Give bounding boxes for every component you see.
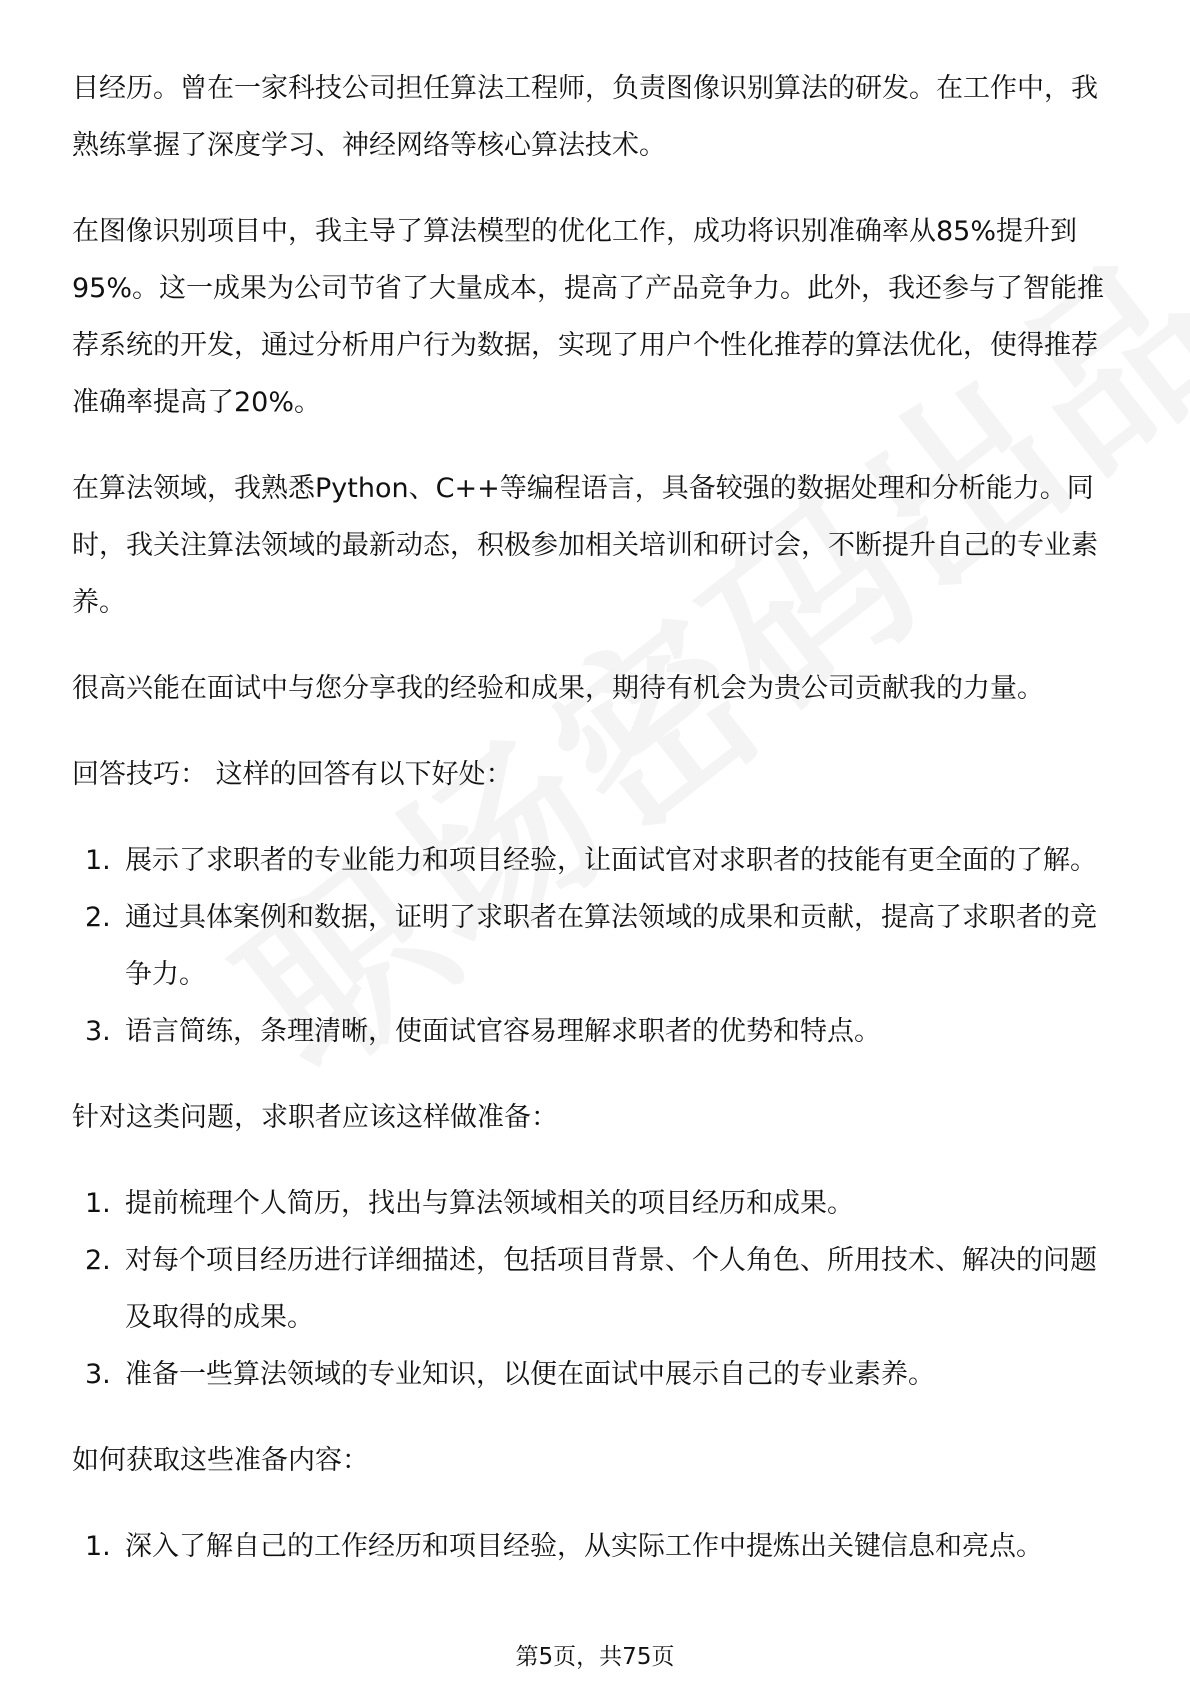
- prep-list: [72, 1175, 1118, 1403]
- list-number: 1.: [85, 1188, 111, 1219]
- list-item-text: 提前梳理个人简历，找出与算法领域相关的项目经历和成果。: [125, 1188, 854, 1219]
- list-number: 3.: [85, 1016, 111, 1047]
- list-number: 2.: [85, 1245, 111, 1276]
- list-item: [72, 1232, 1118, 1346]
- list-number: 1.: [85, 845, 111, 876]
- tips-list: [72, 832, 1118, 1060]
- list-item-text: 准备一些算法领域的专业知识，以便在面试中展示自己的专业素养。: [125, 1359, 935, 1390]
- prep-heading: 针对这类问题，求职者应该这样做准备：: [72, 1102, 558, 1133]
- tips-heading: 回答技巧： 这样的回答有以下好处：: [72, 759, 513, 790]
- list-number: 3.: [85, 1359, 111, 1390]
- list-item-text: 对每个项目经历进行详细描述，包括项目背景、个人角色、所用技术、解决的问题及取得的成果。: [125, 1245, 1097, 1333]
- list-item-text: 深入了解自己的工作经历和项目经验，从实际工作中提炼出关键信息和亮点。: [125, 1531, 1043, 1562]
- list-item-text: 展示了求职者的专业能力和项目经验，让面试官对求职者的技能有更全面的了解。: [125, 845, 1097, 876]
- obtain-list: [72, 1518, 1118, 1575]
- paragraph: 在图像识别项目中，我主导了算法模型的优化工作，成功将识别准确率从85%提升到95%。这一成果为公司节省了大量成本，提高了产品竞争力。此外，我还参与了智能推荐系统的开发，通过分析用户行为数据，实现了用户个性化推荐的算法优化，使得推荐准确率提高了20%。: [72, 216, 1105, 418]
- page-footer: 第5页，共75页: [515, 1644, 675, 1670]
- list-item: [72, 1518, 1118, 1575]
- list-item-text: 通过具体案例和数据，证明了求职者在算法领域的成果和贡献，提高了求职者的竞争力。: [125, 902, 1097, 990]
- paragraph: 很高兴能在面试中与您分享我的经验和成果，期待有机会为贵公司贡献我的力量。: [72, 673, 1044, 704]
- list-item: [72, 1346, 1118, 1403]
- list-item-text: 语言简练，条理清晰，使面试官容易理解求职者的优势和特点。: [125, 1016, 881, 1047]
- paragraph: 目经历。曾在一家科技公司担任算法工程师，负责图像识别算法的研发。在工作中，我熟练掌握了深度学习、神经网络等核心算法技术。: [72, 73, 1098, 161]
- obtain-heading: 如何获取这些准备内容：: [72, 1445, 369, 1476]
- list-item: [72, 1003, 1118, 1060]
- paragraph: 在算法领域，我熟悉Python、C++等编程语言，具备较强的数据处理和分析能力。同时，我关注算法领域的最新动态，积极参加相关培训和研讨会，不断提升自己的专业素养。: [72, 473, 1098, 618]
- list-number: 1.: [85, 1531, 111, 1562]
- list-item: [72, 1175, 1118, 1232]
- list-item: [72, 832, 1118, 889]
- list-number: 2.: [85, 902, 111, 933]
- list-item: [72, 889, 1118, 1003]
- document-body: [72, 60, 1118, 1604]
